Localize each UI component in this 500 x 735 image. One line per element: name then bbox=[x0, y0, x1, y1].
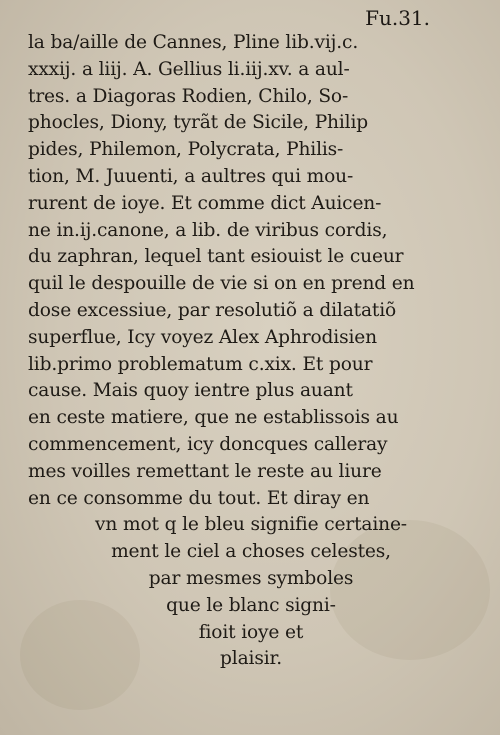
page-text bbox=[28, 30, 474, 673]
text-line: cause. Mais quoy ientre plus auant bbox=[28, 380, 353, 402]
text-line: ment le ciel a choses celestes, bbox=[111, 541, 391, 563]
text-line: quil le despouille de vie si on en prend en bbox=[28, 273, 415, 295]
folio-number: Fu.31. bbox=[365, 6, 430, 30]
text-line: en ce consomme du tout. Et diray en bbox=[28, 487, 370, 509]
text-line: tres. a Diagoras Rodien, Chilo, So- bbox=[28, 85, 349, 107]
text-line: dose excessiue, par resolutiõ a dilatatiõ bbox=[28, 299, 397, 321]
text-line: mes voilles remettant le reste au liure bbox=[28, 460, 382, 482]
text-line: pides, Philemon, Polycrata, Philis- bbox=[28, 139, 344, 161]
text-line: par mesmes symboles bbox=[148, 567, 354, 589]
text-line: rurent de ioye. Et comme dict Auicen- bbox=[28, 192, 382, 214]
text-line: en ceste matiere, que ne establissois au bbox=[28, 407, 399, 429]
text-line: tion, M. Juuenti, a aultres qui mou- bbox=[28, 165, 354, 187]
text-line: phocles, Diony, tyrãt de Sicile, Philip bbox=[28, 112, 369, 134]
text-line: que le blanc signi- bbox=[166, 594, 336, 616]
text-line: fioit ioye et bbox=[198, 621, 304, 643]
text-line: la ba/aille de Cannes, Pline lib.vij.c. bbox=[28, 32, 359, 53]
text-line: ne in.ij.canone, a lib. de viribus cordis, bbox=[28, 219, 388, 241]
text-line: vn mot q le bleu signifie certaine- bbox=[95, 514, 407, 536]
text-line: commencement, icy doncques calleray bbox=[28, 433, 388, 455]
text-line: plaisir. bbox=[220, 648, 282, 670]
text-line: superflue, Icy voyez Alex Aphrodisien bbox=[28, 326, 377, 348]
text-line: xxxij. a liij. A. Gellius li.iij.xv. a aul- bbox=[28, 58, 350, 80]
text-line: lib.primo problematum c.xix. Et pour bbox=[28, 353, 373, 375]
text-line: du zaphran, lequel tant esiouist le cueur bbox=[28, 246, 404, 268]
